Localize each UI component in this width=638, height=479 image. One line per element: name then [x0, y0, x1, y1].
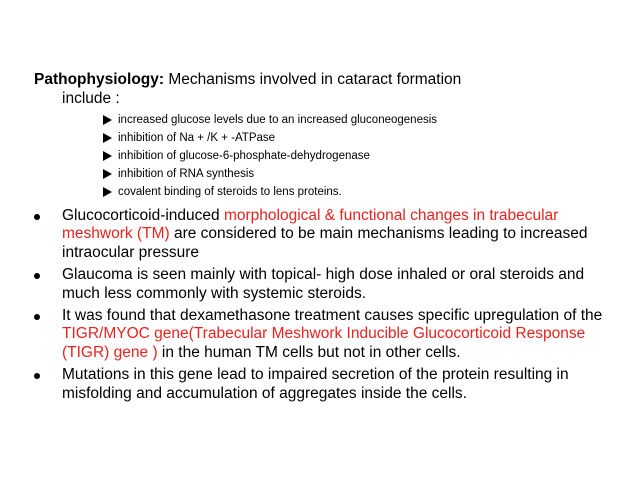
- arrow-bullet-icon: [103, 115, 112, 125]
- arrow-bullet-icon: [103, 187, 112, 197]
- arrow-bullet-icon: [103, 169, 112, 179]
- arrow-bullet-icon: [103, 133, 112, 143]
- mechanism-list: [103, 111, 623, 201]
- intro-paragraph: [34, 70, 594, 108]
- bullet-highlight: morphological & functional changes in trabecular meshwork (TM): [62, 207, 559, 243]
- bullet-highlight: TIGR/MYOC gene(Trabecular Meshwork Inducible Glucocorticoid Response (TIGR) gene ): [62, 325, 586, 361]
- bullet-dot-icon: [34, 214, 40, 220]
- list-item-text: covalent binding of steroids to lens proteins.: [118, 186, 342, 198]
- pathophysiology-label: Pathophysiology:: [34, 71, 165, 88]
- bullet-text-after: in the human TM cells but not in other cells.: [157, 343, 461, 361]
- list-item-text: inhibition of Na + /K + -ATPase: [118, 132, 276, 144]
- list-item-text: inhibition of glucose-6-phosphate-dehydrogenase: [118, 150, 370, 162]
- bullet-item: [34, 207, 614, 262]
- intro-text-line1: Mechanisms involved in cataract formation: [164, 71, 462, 88]
- bullet-text-after: are considered to be main mechanisms leading to increased intraocular pressure: [62, 225, 588, 261]
- main-bullet-list: [34, 207, 614, 407]
- list-item: [103, 183, 623, 201]
- list-item: [103, 111, 623, 129]
- list-item: [103, 129, 623, 147]
- list-item-text: inhibition of RNA synthesis: [118, 168, 255, 180]
- intro-text-line2: include :: [62, 90, 120, 107]
- bullet-item: [34, 266, 614, 303]
- bullet-text: Mutations in this gene lead to impaired secretion of the protein resulting in misfolding and accumulation of aggregates inside the cells.: [62, 366, 569, 402]
- list-item: [103, 147, 623, 165]
- list-item: [103, 165, 623, 183]
- bullet-text: It was found that dexamethasone treatment causes specific upregulation of the: [62, 307, 603, 325]
- bullet-item: [34, 366, 614, 403]
- bullet-dot-icon: [34, 314, 40, 320]
- arrow-bullet-icon: [103, 151, 112, 161]
- bullet-dot-icon: [34, 273, 40, 279]
- bullet-text: Glucocorticoid-induced: [62, 207, 224, 224]
- list-item-text: increased glucose levels due to an increased gluconeogenesis: [118, 114, 438, 126]
- bullet-item: [34, 307, 614, 362]
- bullet-dot-icon: [34, 373, 40, 379]
- bullet-text: Glaucoma is seen mainly with topical- high dose inhaled or oral steroids and much less commonly with systemic steroids.: [62, 266, 585, 302]
